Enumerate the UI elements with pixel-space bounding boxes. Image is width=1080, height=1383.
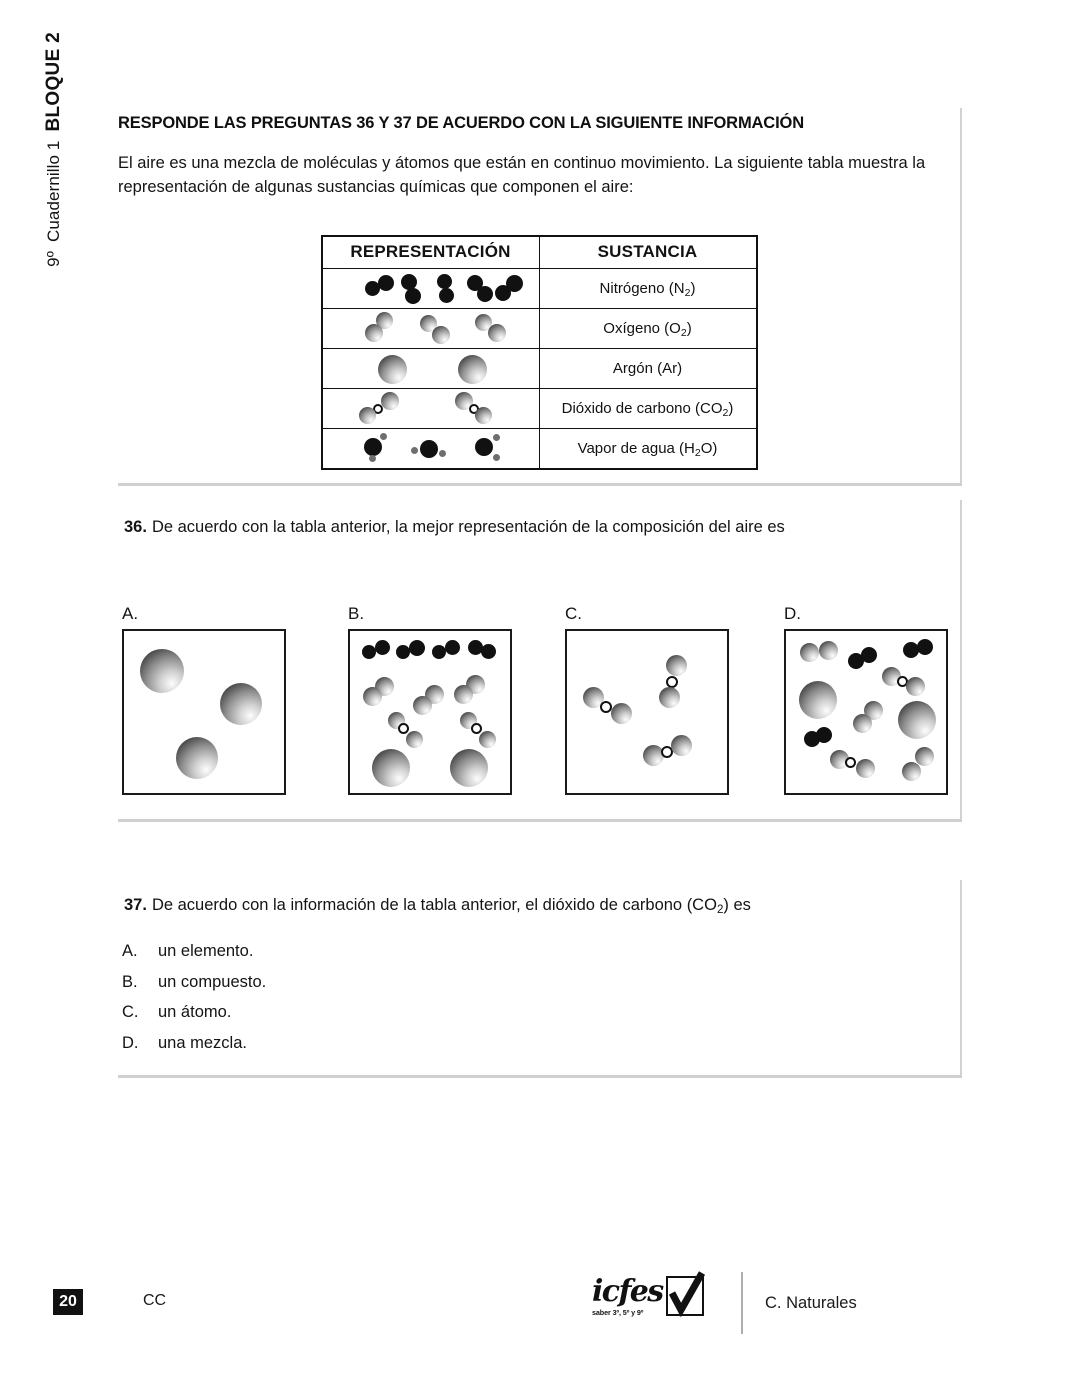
question-37-number: 37. <box>124 896 147 914</box>
question-36-text-line <box>118 500 960 539</box>
oxygen-atom <box>915 747 934 766</box>
option-c-letter: C. <box>122 1003 139 1022</box>
nitrogen-atom <box>432 645 446 659</box>
nitrogen-atom <box>481 644 496 659</box>
substance-name-argon <box>539 349 757 389</box>
substance-label: Nitrógeno (N <box>599 280 685 298</box>
molecule-field-water <box>323 429 539 468</box>
table-row <box>322 309 757 349</box>
oxygen-atom <box>666 655 687 676</box>
nitrogen-atom <box>861 647 877 663</box>
page-number: 20 <box>53 1289 83 1315</box>
question-37-text-before: De acuerdo con la información de la tabla anterior, el dióxido de carbono (CO <box>151 896 717 914</box>
oxygen-atom <box>488 324 506 342</box>
oxygen-atom <box>475 407 492 424</box>
argon-atom <box>898 701 936 739</box>
checkmark-icon <box>666 1276 704 1316</box>
substance-tail: ) <box>728 400 734 418</box>
oxygen-atom <box>406 731 423 748</box>
option-b-letter: B. <box>122 972 138 991</box>
page-footer <box>0 1274 1080 1340</box>
nitrogen-atom <box>405 288 421 304</box>
oxygen-atom <box>819 641 838 660</box>
oxygen-atom <box>381 392 399 410</box>
nitrogen-atom <box>396 645 410 659</box>
option-a-text: un elemento. <box>158 942 254 961</box>
nitrogen-atom <box>362 645 376 659</box>
representation-oxygen <box>322 309 540 349</box>
oxygen-atom <box>413 696 432 715</box>
option-a[interactable] <box>122 604 286 795</box>
substance-name-water <box>539 429 757 469</box>
argon-atom <box>378 355 407 384</box>
argon-atom <box>372 749 410 787</box>
oxygen-atom <box>659 687 680 708</box>
subject-label: C. Naturales <box>765 1294 857 1312</box>
sidebar-block: BLOQUE 2 <box>43 32 64 132</box>
carbon-atom <box>471 723 482 734</box>
oxygen-atom <box>454 685 473 704</box>
substance-tail: O) <box>700 440 718 458</box>
nitrogen-atom <box>445 640 460 655</box>
table-row <box>322 269 757 309</box>
option-d-label: D. <box>784 604 801 623</box>
stem-title: RESPONDE LAS PREGUNTAS 36 Y 37 DE ACUERDO CON LA SIGUIENTE INFORMACIÓN <box>118 114 804 132</box>
option-c-figure[interactable] <box>565 629 729 795</box>
sidebar-grade: 9º <box>44 251 63 267</box>
stem-block <box>118 108 962 486</box>
nitrogen-atom <box>917 639 933 655</box>
oxygen-atom <box>365 324 383 342</box>
molecule-field-co2 <box>323 389 539 428</box>
nitrogen-atom <box>375 640 390 655</box>
molecule-field-nitrogen <box>323 269 539 308</box>
oxygen-atom <box>479 731 496 748</box>
hydrogen-atom <box>493 454 500 461</box>
option-d-figure[interactable] <box>784 629 948 795</box>
nitrogen-atom <box>378 275 394 291</box>
option-b[interactable] <box>118 974 960 1005</box>
oxygen-atom <box>475 438 493 456</box>
form-code: CC <box>143 1292 167 1309</box>
option-d-letter: D. <box>122 1033 139 1052</box>
hydrogen-atom <box>439 450 446 457</box>
oxygen-atom <box>671 735 692 756</box>
subscript: 2 <box>716 904 724 917</box>
question-37-text-after: ) es <box>723 896 751 914</box>
nitrogen-atom <box>506 275 523 292</box>
carbon-atom <box>398 723 409 734</box>
substance-tail: ) <box>690 280 696 298</box>
footer-divider <box>741 1272 743 1334</box>
table-header-row <box>322 236 757 269</box>
question-37-text-line <box>118 880 960 917</box>
stem-paragraph: El aire es una mezcla de moléculas y átomos que están en continuo movimiento. La siguiente tabla muestra la representación de algunas sustancias químicas que componen el aire: <box>118 153 926 196</box>
oxygen-atom <box>420 440 438 458</box>
oxygen-atom <box>800 643 819 662</box>
option-b-text: un compuesto. <box>158 972 267 991</box>
representation-argon <box>322 349 540 389</box>
molecule-field-oxygen <box>323 309 539 348</box>
subscript: 2 <box>694 447 701 460</box>
subscript: 2 <box>680 327 687 340</box>
oxygen-atom <box>902 762 921 781</box>
option-b-label: B. <box>348 604 365 623</box>
representation-co2 <box>322 389 540 429</box>
table-row <box>322 389 757 429</box>
hydrogen-atom <box>411 447 418 454</box>
option-b[interactable] <box>348 604 512 795</box>
oxygen-atom <box>359 407 376 424</box>
option-d-text: una mezcla. <box>158 1033 247 1052</box>
molecule-field-argon <box>323 349 539 388</box>
icfes-wordmark: icfes <box>592 1274 663 1310</box>
nitrogen-atom <box>409 640 425 656</box>
substance-name-oxygen <box>539 309 757 349</box>
argon-atom <box>799 681 837 719</box>
hydrogen-atom <box>369 455 376 462</box>
question-37-options <box>118 943 960 1065</box>
representation-water <box>322 429 540 469</box>
option-a[interactable] <box>118 943 960 974</box>
substance-label: Vapor de agua (H <box>577 440 695 458</box>
oxygen-atom <box>363 687 382 706</box>
nitrogen-atom <box>439 288 454 303</box>
argon-atom <box>458 355 487 384</box>
oxygen-atom <box>611 703 632 724</box>
substance-tail: ) <box>686 320 692 338</box>
table-row <box>322 349 757 389</box>
substance-name-nitrogen <box>539 269 757 309</box>
substance-name-co2 <box>539 389 757 429</box>
oxygen-atom <box>432 326 450 344</box>
subscript: 2 <box>722 407 729 420</box>
carbon-atom <box>845 757 856 768</box>
subscript: 2 <box>684 287 691 300</box>
icfes-logo-text <box>592 1274 663 1317</box>
hydrogen-atom <box>493 434 500 441</box>
icfes-logo <box>592 1276 704 1317</box>
nitrogen-atom <box>816 727 832 743</box>
option-a-figure[interactable] <box>122 629 286 795</box>
option-b-figure[interactable] <box>348 629 512 795</box>
representation-nitrogen <box>322 269 540 309</box>
header-representacion: REPRESENTACIÓN <box>322 236 540 269</box>
option-c[interactable] <box>118 1004 960 1035</box>
option-c-text: un átomo. <box>158 1003 232 1022</box>
argon-atom <box>176 737 218 779</box>
oxygen-atom <box>906 677 925 696</box>
option-a-label: A. <box>122 604 139 623</box>
nitrogen-atom <box>477 286 493 302</box>
option-d[interactable] <box>784 604 948 795</box>
question-36-text: De acuerdo con la tabla anterior, la mejor representación de la composición del aire es <box>151 518 785 536</box>
substances-table <box>321 235 758 470</box>
substance-label: Argón (Ar) <box>612 360 683 378</box>
icfes-tagline: saber 3º, 5º y 9º <box>592 1308 644 1317</box>
nitrogen-atom <box>437 274 452 289</box>
table-row <box>322 429 757 469</box>
option-c-label: C. <box>565 604 582 623</box>
option-d[interactable] <box>118 1035 960 1066</box>
hydrogen-atom <box>380 433 387 440</box>
oxygen-atom <box>856 759 875 778</box>
argon-atom <box>220 683 262 725</box>
oxygen-atom <box>853 714 872 733</box>
substance-label: Oxígeno (O <box>603 320 681 338</box>
header-sustancia: SUSTANCIA <box>539 236 757 269</box>
question-36-options <box>118 604 962 794</box>
sidebar-booklet: Cuadernillo 1 <box>44 140 63 243</box>
argon-atom <box>450 749 488 787</box>
sidebar-vertical-label <box>34 32 74 332</box>
option-a-letter: A. <box>122 942 138 961</box>
question-37-block <box>118 880 962 1078</box>
option-c[interactable] <box>565 604 729 795</box>
question-36-block <box>118 500 962 822</box>
substance-label: Dióxido de carbono (CO <box>561 400 723 418</box>
argon-atom <box>140 649 184 693</box>
question-36-number: 36. <box>124 518 147 536</box>
oxygen-atom <box>364 438 382 456</box>
